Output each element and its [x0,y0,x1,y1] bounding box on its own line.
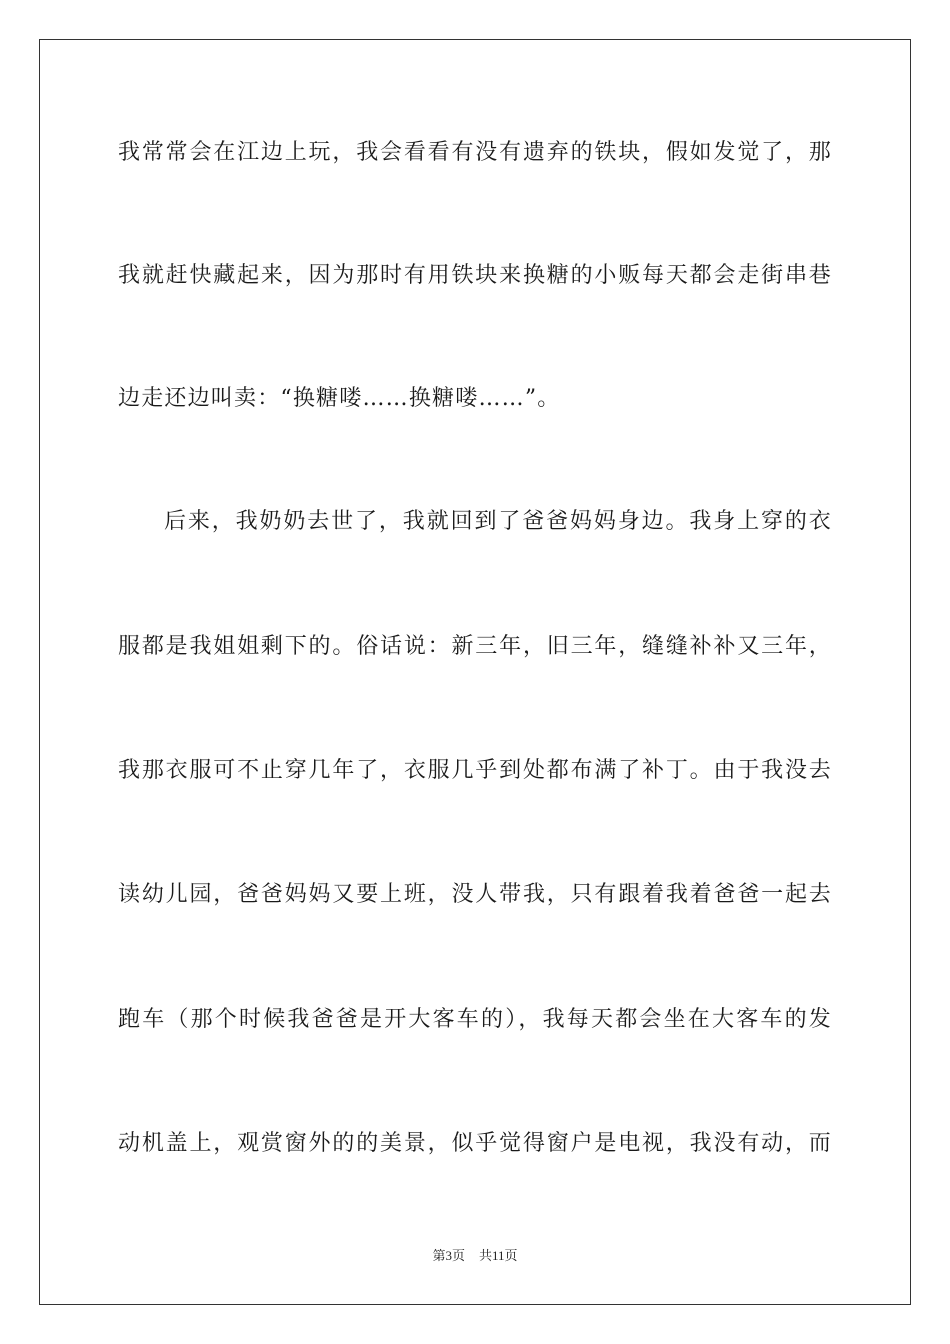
page-number: 第3页 [432,1248,465,1263]
total-pages: 共11页 [478,1248,518,1263]
paragraph-line-1: 我常常会在江边上玩，我会看看有没有遗弃的铁块，假如发觉了，那 [118,140,832,165]
page-footer [0,1247,950,1265]
page-border [39,39,911,1305]
paragraph-line-3: 边走还边叫卖：“换糖喽……换糖喽……”。 [118,386,561,411]
paragraph-line-2: 我就赶快藏起来，因为那时有用铁块来换糖的小贩每天都会走街串巷 [118,263,832,288]
paragraph-line-4: 后来，我奶奶去世了，我就回到了爸爸妈妈身边。我身上穿的衣 [164,509,832,534]
paragraph-line-6: 我那衣服可不止穿几年了，衣服几乎到处都布满了补丁。由于我没去 [118,758,832,783]
paragraph-line-9: 动机盖上，观赏窗外的的美景，似乎觉得窗户是电视，我没有动，而 [118,1131,832,1156]
paragraph-line-8: 跑车（那个时候我爸爸是开大客车的），我每天都会坐在大客车的发 [118,1007,832,1032]
paragraph-line-5: 服都是我姐姐剩下的。俗话说：新三年，旧三年，缝缝补补又三年， [118,634,832,659]
paragraph-line-7: 读幼儿园，爸爸妈妈又要上班，没人带我，只有跟着我着爸爸一起去 [118,882,832,907]
